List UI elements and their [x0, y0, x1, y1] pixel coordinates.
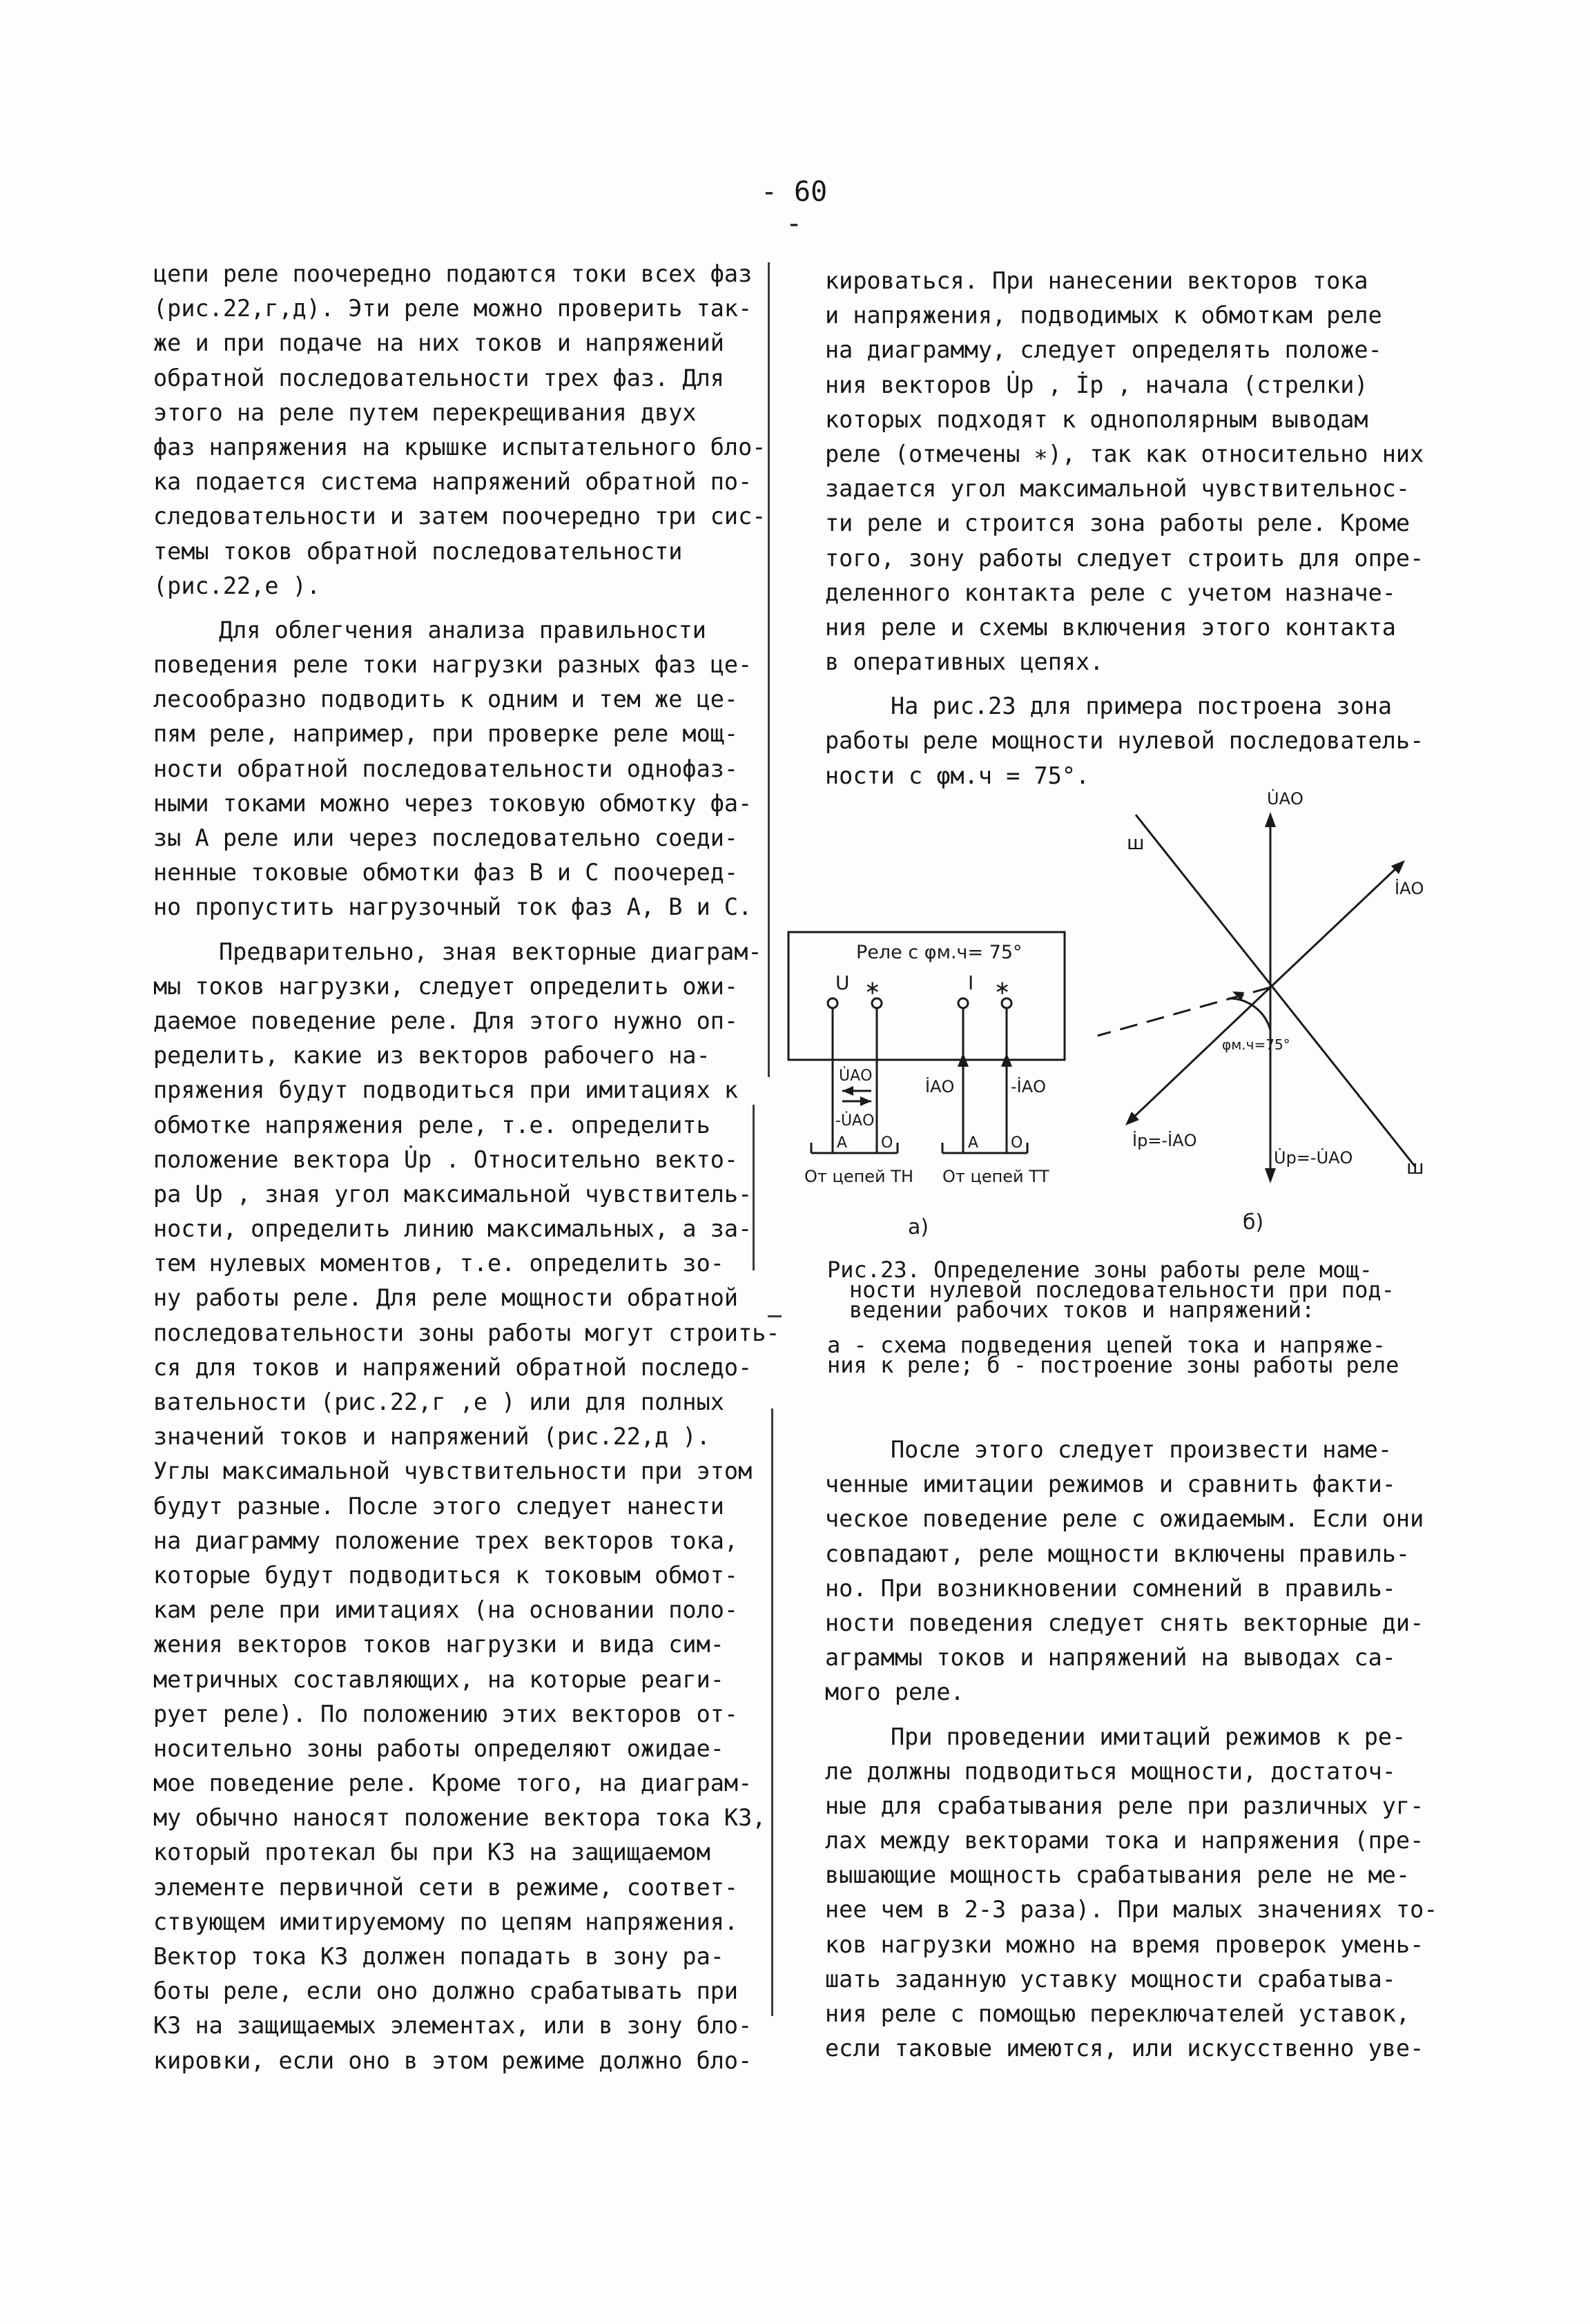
terminal-i-label: I [968, 971, 974, 994]
lbl-o-tn: О [881, 1134, 893, 1152]
text-line: ти реле и строится зона работы реле. Кроме [825, 510, 1410, 537]
text-line: цепи реле поочередно подаются токи всех фаз [153, 260, 753, 287]
text-line: кировки, если оно в этом режиме должно бло- [153, 2046, 753, 2074]
vector-arrowheads [1125, 812, 1405, 1183]
caption-line: ния к реле; б - построение зоны работы реле [827, 1352, 1399, 1378]
column-divider [768, 262, 770, 1077]
text-line: совпадают, реле мощности включены правиль- [825, 1540, 1410, 1567]
vec-ip-label: İр=-İАО [1132, 1131, 1197, 1150]
text-line: кироваться. При нанесении векторов тока [825, 267, 1368, 294]
text-line: фаз напряжения на крышке испытательного бло- [153, 433, 766, 461]
text-line: ности с φм.ч = 75°. [825, 762, 1090, 789]
text-line: ческое поведение реле с ожидаемым. Если они [825, 1505, 1424, 1533]
text-line: если таковые имеются, или искусственно уве- [825, 2035, 1424, 2062]
text-line: ненные токовые обмотки фаз В и С поочеред- [153, 859, 739, 887]
text-line: которых подходят к однополярным выводам [825, 405, 1368, 433]
text-line: тем нулевых моментов, т.е. определить зо- [153, 1250, 724, 1277]
from-tt-label: От цепей ТТ [942, 1167, 1049, 1186]
caption-line: Рис.23. Определение зоны работы реле мощ- [827, 1257, 1373, 1283]
figure-23 [787, 787, 1450, 1277]
caption-line: ности нулевой последовательности при под- [849, 1277, 1395, 1303]
text-line: мое поведение реле. Кроме того, на диаграм- [153, 1770, 753, 1797]
caption-line: ведении рабочих токов и напряжений: [849, 1297, 1315, 1323]
text-line: мого реле. [825, 1678, 964, 1706]
vec-i-ao-label: İАО [1395, 879, 1424, 898]
text-line: ра Uр , зная угол максимальной чувствитель- [153, 1180, 753, 1208]
text-line: При проведении имитаций режимов к ре- [891, 1723, 1406, 1750]
relay-label: Реле с φм.ч= 75° [856, 942, 1022, 963]
text-line: ния векторов U̇р , İр , начала (стрелки) [825, 371, 1368, 398]
vec-up-label: U̇р=-U̇АО [1274, 1148, 1353, 1168]
text-line: работы реле мощности нулевой последователь- [825, 727, 1424, 755]
caption-line: а - схема подведения цепей тока и напряже- [827, 1332, 1386, 1358]
text-line: ния реле с помощью переключателей уставок, [825, 2000, 1410, 2027]
text-line: лах между векторами тока и напряжения (пре- [825, 1827, 1424, 1855]
right-column-top [825, 264, 1433, 793]
text-line: рует реле). По положению этих векторов от- [153, 1700, 739, 1727]
right-column-bottom [825, 1433, 1438, 2066]
u-ao-label: U̇АО [839, 1067, 873, 1085]
text-line: лесообразно подводить к одним и тем же це- [153, 686, 739, 713]
vector-diagram [1098, 815, 1415, 1174]
terminal-u-star: ∗ [864, 976, 881, 999]
text-line: (рис.22,е ). [153, 572, 321, 599]
angle-label: φм.ч=75° [1222, 1036, 1290, 1053]
text-line: ся для токов и напряжений обратной последо- [153, 1353, 753, 1381]
text-line: деленного контакта реле с учетом назначе- [825, 579, 1396, 606]
text-line: ка подается система напряжений обратной по- [153, 468, 753, 496]
zero-torque-line [1136, 815, 1415, 1167]
text-line: но пропустить нагрузочный ток фаз А, В и С. [153, 893, 753, 921]
text-line: ные для срабатывания реле при различных уг- [825, 1792, 1424, 1819]
hatch-right-label: ш [1406, 1156, 1424, 1179]
text-line: темы токов обратной последовательности [153, 537, 683, 565]
left-column [153, 257, 780, 2078]
text-line: Вектор тока КЗ должен попадать в зону ра- [153, 1943, 724, 1970]
text-line: в оперативных цепях. [825, 648, 1104, 676]
i-ao-label: İАО [925, 1077, 955, 1096]
text-line: пряжения будут подводиться при имитациях к [153, 1076, 739, 1104]
lbl-o-tt: О [1011, 1134, 1023, 1152]
text-line: ченные имитации режимов и сравнить факти- [825, 1471, 1396, 1498]
from-tn-label: От цепей ТН [804, 1167, 913, 1186]
text-line: пям реле, например, при проверке реле мощ- [153, 720, 739, 748]
margin-mark [768, 1315, 782, 1317]
minus-i-ao-label: -İАО [1011, 1077, 1047, 1096]
text-line: того, зону работы следует строить для опре- [825, 544, 1424, 572]
text-line: обмотке напряжения реле, т.е. определить [153, 1111, 710, 1139]
terminal-u-left [828, 998, 837, 1008]
text-line: му обычно наносят положение вектора тока КЗ, [153, 1804, 766, 1832]
terminal-u-right [872, 998, 882, 1008]
text-line: жения векторов токов нагрузки и вида сим- [153, 1631, 724, 1658]
text-line: метричных составляющих, на которые реаги- [153, 1665, 724, 1693]
text-line: зы А реле или через последовательно соеди- [153, 824, 739, 851]
lbl-a-tn: А [837, 1134, 848, 1152]
text-line: задается угол максимальной чувствительнос- [825, 475, 1410, 503]
text-line: же и при подаче на них токов и напряжений [153, 329, 724, 357]
text-line: даемое поведение реле. Для этого нужно оп- [153, 1007, 739, 1034]
text-line: реле (отмечены ∗), так как относительно них [825, 440, 1424, 467]
text-line: ле должны подводиться мощности, достаточ- [825, 1757, 1396, 1785]
page-number: - 60 - [760, 176, 828, 240]
text-line: этого на реле путем перекрещивания двух [153, 398, 697, 426]
text-line: носительно зоны работы определяют ожидае- [153, 1734, 724, 1762]
text-line: на диаграмму положение трех векторов тока, [153, 1527, 739, 1554]
text-line: боты реле, если оно должно срабатывать при [153, 1977, 739, 2005]
text-line: и напряжения, подводимых к обмоткам реле [825, 302, 1382, 329]
terminal-i-star: ∗ [994, 976, 1011, 999]
text-line: будут разные. После этого следует нанести [153, 1492, 724, 1520]
lbl-a-tt: А [968, 1134, 979, 1152]
figure-caption [827, 1257, 1435, 1378]
text-line: мы токов нагрузки, следует определить ожи- [153, 972, 739, 1000]
text-line: положение вектора U̇р . Относительно векто- [153, 1145, 739, 1173]
terminal-u-label: U [835, 971, 850, 994]
text-line: но. При возникновении сомнений в правиль- [825, 1574, 1396, 1602]
minus-u-ao-label: -U̇АО [835, 1112, 875, 1130]
text-line: последовательности зоны работы могут строить- [153, 1319, 780, 1346]
text-line: нее чем в 2-3 раза). При малых значениях то- [825, 1896, 1438, 1924]
text-line: вышающие мощность срабатывания реле не ме- [825, 1861, 1410, 1889]
hatch-left-label: ш [1127, 831, 1145, 854]
text-line: После этого следует произвести наме- [891, 1436, 1393, 1463]
text-line: Для облегчения анализа правильности [219, 616, 706, 643]
column-divider [771, 1408, 773, 2016]
text-line: Предварительно, зная векторные диаграм- [219, 938, 762, 965]
text-line: который протекал бы при КЗ на защищаемом [153, 1839, 710, 1866]
text-line: следовательности и затем поочередно три сис- [153, 503, 766, 530]
figure-23-drawing [787, 787, 1450, 1277]
text-line: которые будут подводиться к токовым обмот- [153, 1561, 739, 1589]
text-line: ну работы реле. Для реле мощности обратной [153, 1284, 739, 1312]
subfigure-b-label: б) [1243, 1210, 1264, 1234]
text-line: ределить, какие из векторов рабочего на- [153, 1042, 710, 1069]
text-line: На рис.23 для примера построена зона [891, 693, 1393, 720]
text-line: ными токами можно через токовую обмотку фа- [153, 789, 753, 817]
terminal-i-right [1002, 998, 1011, 1008]
column-divider [753, 1105, 755, 1270]
text-line: поведения реле токи нагрузки разных фаз це- [153, 651, 753, 679]
text-line: ности, определить линию максимальных, а за- [153, 1215, 753, 1243]
text-line: кам реле при имитациях (на основании поло- [153, 1596, 739, 1624]
text-line: аграммы токов и напряжений на выводах са- [825, 1644, 1396, 1672]
angle-arc [1229, 998, 1270, 1030]
text-line: ности поведения следует снять векторные ди- [825, 1609, 1424, 1636]
vec-u-ao-label: U̇АО [1267, 789, 1303, 808]
text-line: обратной последовательности трех фаз. Для [153, 364, 724, 391]
text-line: ности обратной последовательности однофаз- [153, 755, 739, 782]
text-line: ствующем имитируемому по цепям напряжения. [153, 1908, 739, 1935]
text-line: ков нагрузки можно на время проверок умень- [825, 1930, 1424, 1958]
text-line: Углы максимальной чувствительности при этом [153, 1458, 753, 1485]
text-line: на диаграмму, следует определять положе- [825, 336, 1382, 364]
relay-schematic [788, 932, 1065, 1153]
text-line: значений токов и напряжений (рис.22,д ). [153, 1423, 710, 1451]
text-line: (рис.22,г,д). Эти реле можно проверить так- [153, 295, 753, 322]
text-line: шать заданную уставку мощности срабатыва- [825, 1965, 1396, 1993]
subfigure-a-label: а) [908, 1215, 929, 1239]
text-line: вательности (рис.22,г ,е ) или для полных [153, 1388, 724, 1415]
vector-i-ao [1270, 866, 1398, 987]
text-line: элементе первичной сети в режиме, соответ- [153, 1873, 739, 1901]
text-line: ния реле и схемы включения этого контакта [825, 613, 1396, 641]
text-line: КЗ на защищаемых элементах, или в зону бло- [153, 2012, 753, 2040]
terminal-i-left [958, 998, 968, 1008]
